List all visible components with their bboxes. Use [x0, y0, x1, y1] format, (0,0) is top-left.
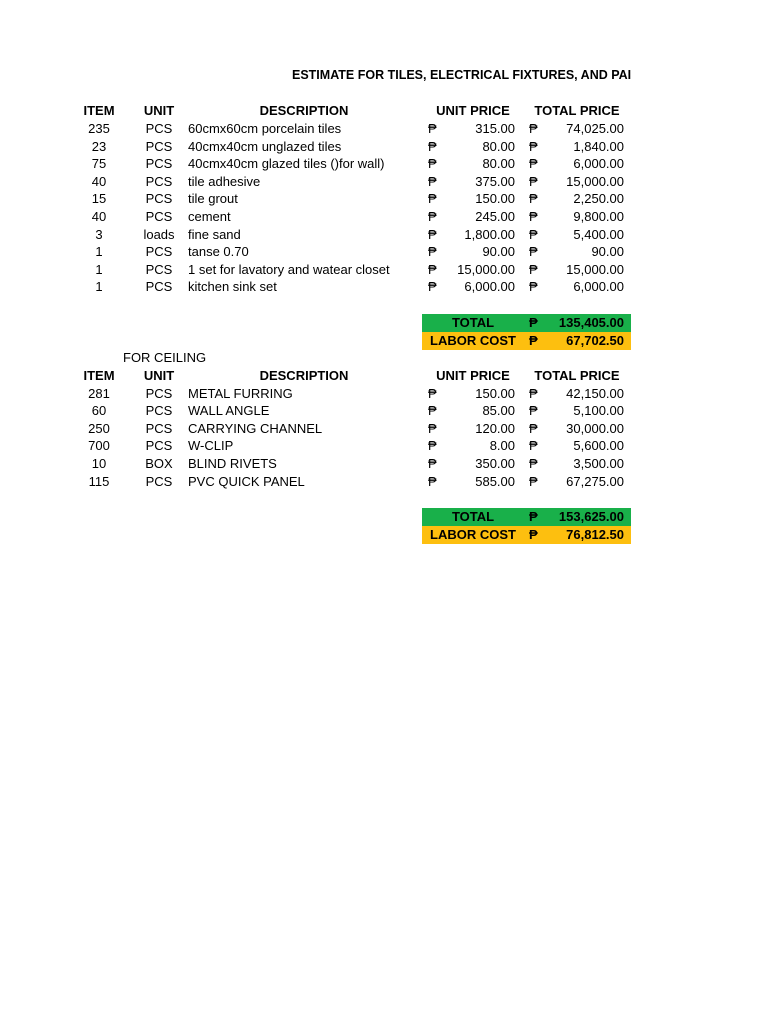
- description-cell: 40cmx40cm glazed tiles ()for wall): [188, 156, 385, 172]
- item-cell: 75: [91, 156, 107, 172]
- description-cell: METAL FURRING: [188, 385, 293, 401]
- estimate-title: ESTIMATE FOR TILES, ELECTRICAL FIXTURES, AND PAI: [292, 68, 632, 82]
- table-row: [0, 138, 768, 156]
- table-row: [0, 226, 768, 244]
- unit-price-cell: 375.00: [475, 173, 515, 189]
- header-unit: UNIT: [143, 103, 175, 118]
- currency-symbol: ₱: [529, 121, 538, 136]
- currency-symbol: ₱: [529, 191, 538, 207]
- currency-symbol: ₱: [529, 244, 538, 260]
- item-cell: 3: [95, 226, 103, 242]
- table-row: [0, 208, 768, 226]
- currency-symbol: ₱: [428, 438, 437, 454]
- ceiling-header-row: [0, 367, 768, 385]
- unit-cell: PCS: [145, 420, 173, 436]
- unit-price-cell: 8.00: [489, 438, 515, 454]
- unit-price-cell: 90.00: [482, 244, 515, 260]
- total-price-cell: 74,025.00: [566, 121, 624, 136]
- table-row: [0, 173, 768, 191]
- currency-symbol: ₱: [529, 420, 538, 436]
- table-row: [0, 402, 768, 420]
- tiles-labor-amount: 67,702.50: [566, 333, 624, 348]
- unit-cell: PCS: [145, 173, 173, 189]
- currency-symbol: ₱: [529, 403, 538, 419]
- currency-symbol: ₱: [428, 209, 437, 224]
- unit-cell: PCS: [145, 438, 173, 454]
- unit-cell: PCS: [145, 121, 173, 136]
- total-price-cell: 30,000.00: [566, 420, 624, 436]
- table-row: [0, 190, 768, 208]
- unit-price-cell: 315.00: [475, 121, 515, 136]
- item-cell: 250: [88, 420, 110, 436]
- ceiling-total-amount: 153,625.00: [558, 509, 624, 524]
- header-total-price: TOTAL PRICE: [534, 103, 620, 118]
- unit-price-cell: 245.00: [475, 209, 515, 224]
- header-unit-price: UNIT PRICE: [436, 103, 510, 118]
- currency-symbol: ₱: [529, 261, 538, 277]
- currency-symbol: ₱: [428, 138, 437, 154]
- description-cell: kitchen sink set: [188, 279, 277, 295]
- header-description: DESCRIPTION: [259, 103, 349, 118]
- currency-symbol: ₱: [428, 173, 437, 189]
- item-cell: 40: [91, 209, 107, 224]
- currency-symbol: ₱: [428, 261, 437, 277]
- unit-cell: loads: [143, 226, 175, 242]
- item-cell: 1: [95, 244, 103, 260]
- unit-price-cell: 15,000.00: [457, 261, 515, 277]
- header-total-price: TOTAL PRICE: [534, 368, 620, 383]
- header-item: ITEM: [83, 103, 115, 118]
- currency-symbol: ₱: [428, 385, 437, 401]
- table-row: [0, 155, 768, 173]
- total-price-cell: 1,840.00: [573, 138, 624, 154]
- unit-cell: PCS: [145, 261, 173, 277]
- unit-cell: PCS: [145, 209, 173, 224]
- unit-price-cell: 350.00: [475, 455, 515, 471]
- currency-symbol: ₱: [529, 385, 538, 401]
- total-price-cell: 3,500.00: [573, 455, 624, 471]
- description-cell: WALL ANGLE: [188, 403, 270, 419]
- currency-symbol: ₱: [529, 173, 538, 189]
- unit-price-cell: 85.00: [482, 403, 515, 419]
- currency-symbol: ₱: [529, 138, 538, 154]
- unit-price-cell: 120.00: [475, 420, 515, 436]
- currency-symbol: ₱: [529, 226, 538, 242]
- ceiling-labor-amount: 76,812.50: [566, 527, 624, 542]
- item-cell: 60: [91, 403, 107, 419]
- total-price-cell: 5,600.00: [573, 438, 624, 454]
- total-price-cell: 5,400.00: [573, 226, 624, 242]
- item-cell: 281: [88, 385, 110, 401]
- description-cell: BLIND RIVETS: [188, 455, 277, 471]
- description-cell: 1 set for lavatory and watear closet: [188, 261, 390, 277]
- currency-symbol: ₱: [529, 527, 538, 542]
- unit-price-cell: 150.00: [475, 191, 515, 207]
- unit-price-cell: 150.00: [475, 385, 515, 401]
- tiles-labor-row: [422, 332, 631, 350]
- unit-cell: PCS: [145, 385, 173, 401]
- ceiling-total-row: [422, 508, 631, 526]
- currency-symbol: ₱: [428, 455, 437, 471]
- currency-symbol: ₱: [529, 473, 538, 489]
- currency-symbol: ₱: [428, 156, 437, 172]
- total-price-cell: 15,000.00: [566, 261, 624, 277]
- tiles-total-amount: 135,405.00: [558, 315, 624, 330]
- description-cell: tile adhesive: [188, 173, 261, 189]
- tiles-labor-label: LABOR COST: [430, 333, 516, 348]
- item-cell: 235: [88, 121, 110, 136]
- unit-price-cell: 585.00: [475, 473, 515, 489]
- item-cell: 1: [95, 261, 103, 277]
- unit-price-cell: 80.00: [482, 156, 515, 172]
- currency-symbol: ₱: [428, 279, 437, 295]
- item-cell: 40: [91, 173, 107, 189]
- description-cell: cement: [188, 209, 231, 224]
- total-price-cell: 6,000.00: [573, 279, 624, 295]
- currency-symbol: ₱: [428, 226, 437, 242]
- item-cell: 1: [95, 279, 103, 295]
- total-price-cell: 5,100.00: [573, 403, 624, 419]
- item-cell: 115: [88, 473, 110, 489]
- table-row: [0, 120, 768, 138]
- unit-cell: PCS: [145, 279, 173, 295]
- table-row: [0, 455, 768, 473]
- unit-cell: PCS: [145, 156, 173, 172]
- currency-symbol: ₱: [529, 333, 538, 348]
- currency-symbol: ₱: [529, 438, 538, 454]
- tiles-total-label: TOTAL: [451, 315, 495, 330]
- total-price-cell: 9,800.00: [573, 209, 624, 224]
- header-unit-price: UNIT PRICE: [436, 368, 510, 383]
- unit-cell: PCS: [145, 191, 173, 207]
- table-row: [0, 385, 768, 403]
- unit-price-cell: 80.00: [482, 138, 515, 154]
- ceiling-section-label: FOR CEILING: [123, 350, 207, 365]
- ceiling-labor-label: LABOR COST: [430, 527, 516, 542]
- unit-cell: PCS: [145, 473, 173, 489]
- currency-symbol: ₱: [529, 156, 538, 172]
- tiles-header-row: [0, 102, 768, 120]
- currency-symbol: ₱: [428, 473, 437, 489]
- currency-symbol: ₱: [428, 244, 437, 260]
- table-row: [0, 473, 768, 491]
- unit-cell: PCS: [145, 138, 173, 154]
- description-cell: 40cmx40cm unglazed tiles: [188, 138, 342, 154]
- item-cell: 10: [91, 455, 107, 471]
- currency-symbol: ₱: [428, 403, 437, 419]
- currency-symbol: ₱: [529, 455, 538, 471]
- item-cell: 700: [88, 438, 110, 454]
- table-row: [0, 278, 768, 296]
- currency-symbol: ₱: [529, 209, 538, 224]
- table-row: [0, 243, 768, 261]
- tiles-total-row: [422, 314, 631, 332]
- currency-symbol: ₱: [428, 191, 437, 207]
- unit-price-cell: 6,000.00: [464, 279, 515, 295]
- total-price-cell: 90.00: [591, 244, 624, 260]
- description-cell: 60cmx60cm porcelain tiles: [188, 121, 342, 136]
- unit-cell: PCS: [145, 403, 173, 419]
- header-description: DESCRIPTION: [259, 368, 349, 383]
- ceiling-total-label: TOTAL: [451, 509, 495, 524]
- description-cell: CARRYING CHANNEL: [188, 420, 323, 436]
- description-cell: tile grout: [188, 191, 238, 207]
- currency-symbol: ₱: [428, 121, 437, 136]
- description-cell: tanse 0.70: [188, 244, 249, 260]
- header-unit: UNIT: [143, 368, 175, 383]
- table-row: [0, 420, 768, 438]
- description-cell: PVC QUICK PANEL: [188, 473, 305, 489]
- currency-symbol: ₱: [529, 315, 538, 330]
- total-price-cell: 67,275.00: [566, 473, 624, 489]
- unit-price-cell: 1,800.00: [464, 226, 515, 242]
- currency-symbol: ₱: [529, 509, 538, 524]
- currency-symbol: ₱: [529, 279, 538, 295]
- total-price-cell: 6,000.00: [573, 156, 624, 172]
- unit-cell: BOX: [145, 455, 173, 471]
- table-row: [0, 261, 768, 279]
- item-cell: 15: [91, 191, 107, 207]
- total-price-cell: 42,150.00: [566, 385, 624, 401]
- currency-symbol: ₱: [428, 420, 437, 436]
- unit-cell: PCS: [145, 244, 173, 260]
- total-price-cell: 2,250.00: [573, 191, 624, 207]
- header-item: ITEM: [83, 368, 115, 383]
- description-cell: W-CLIP: [188, 438, 234, 454]
- item-cell: 23: [91, 138, 107, 154]
- description-cell: fine sand: [188, 226, 241, 242]
- total-price-cell: 15,000.00: [566, 173, 624, 189]
- table-row: [0, 437, 768, 455]
- ceiling-labor-row: [422, 526, 631, 544]
